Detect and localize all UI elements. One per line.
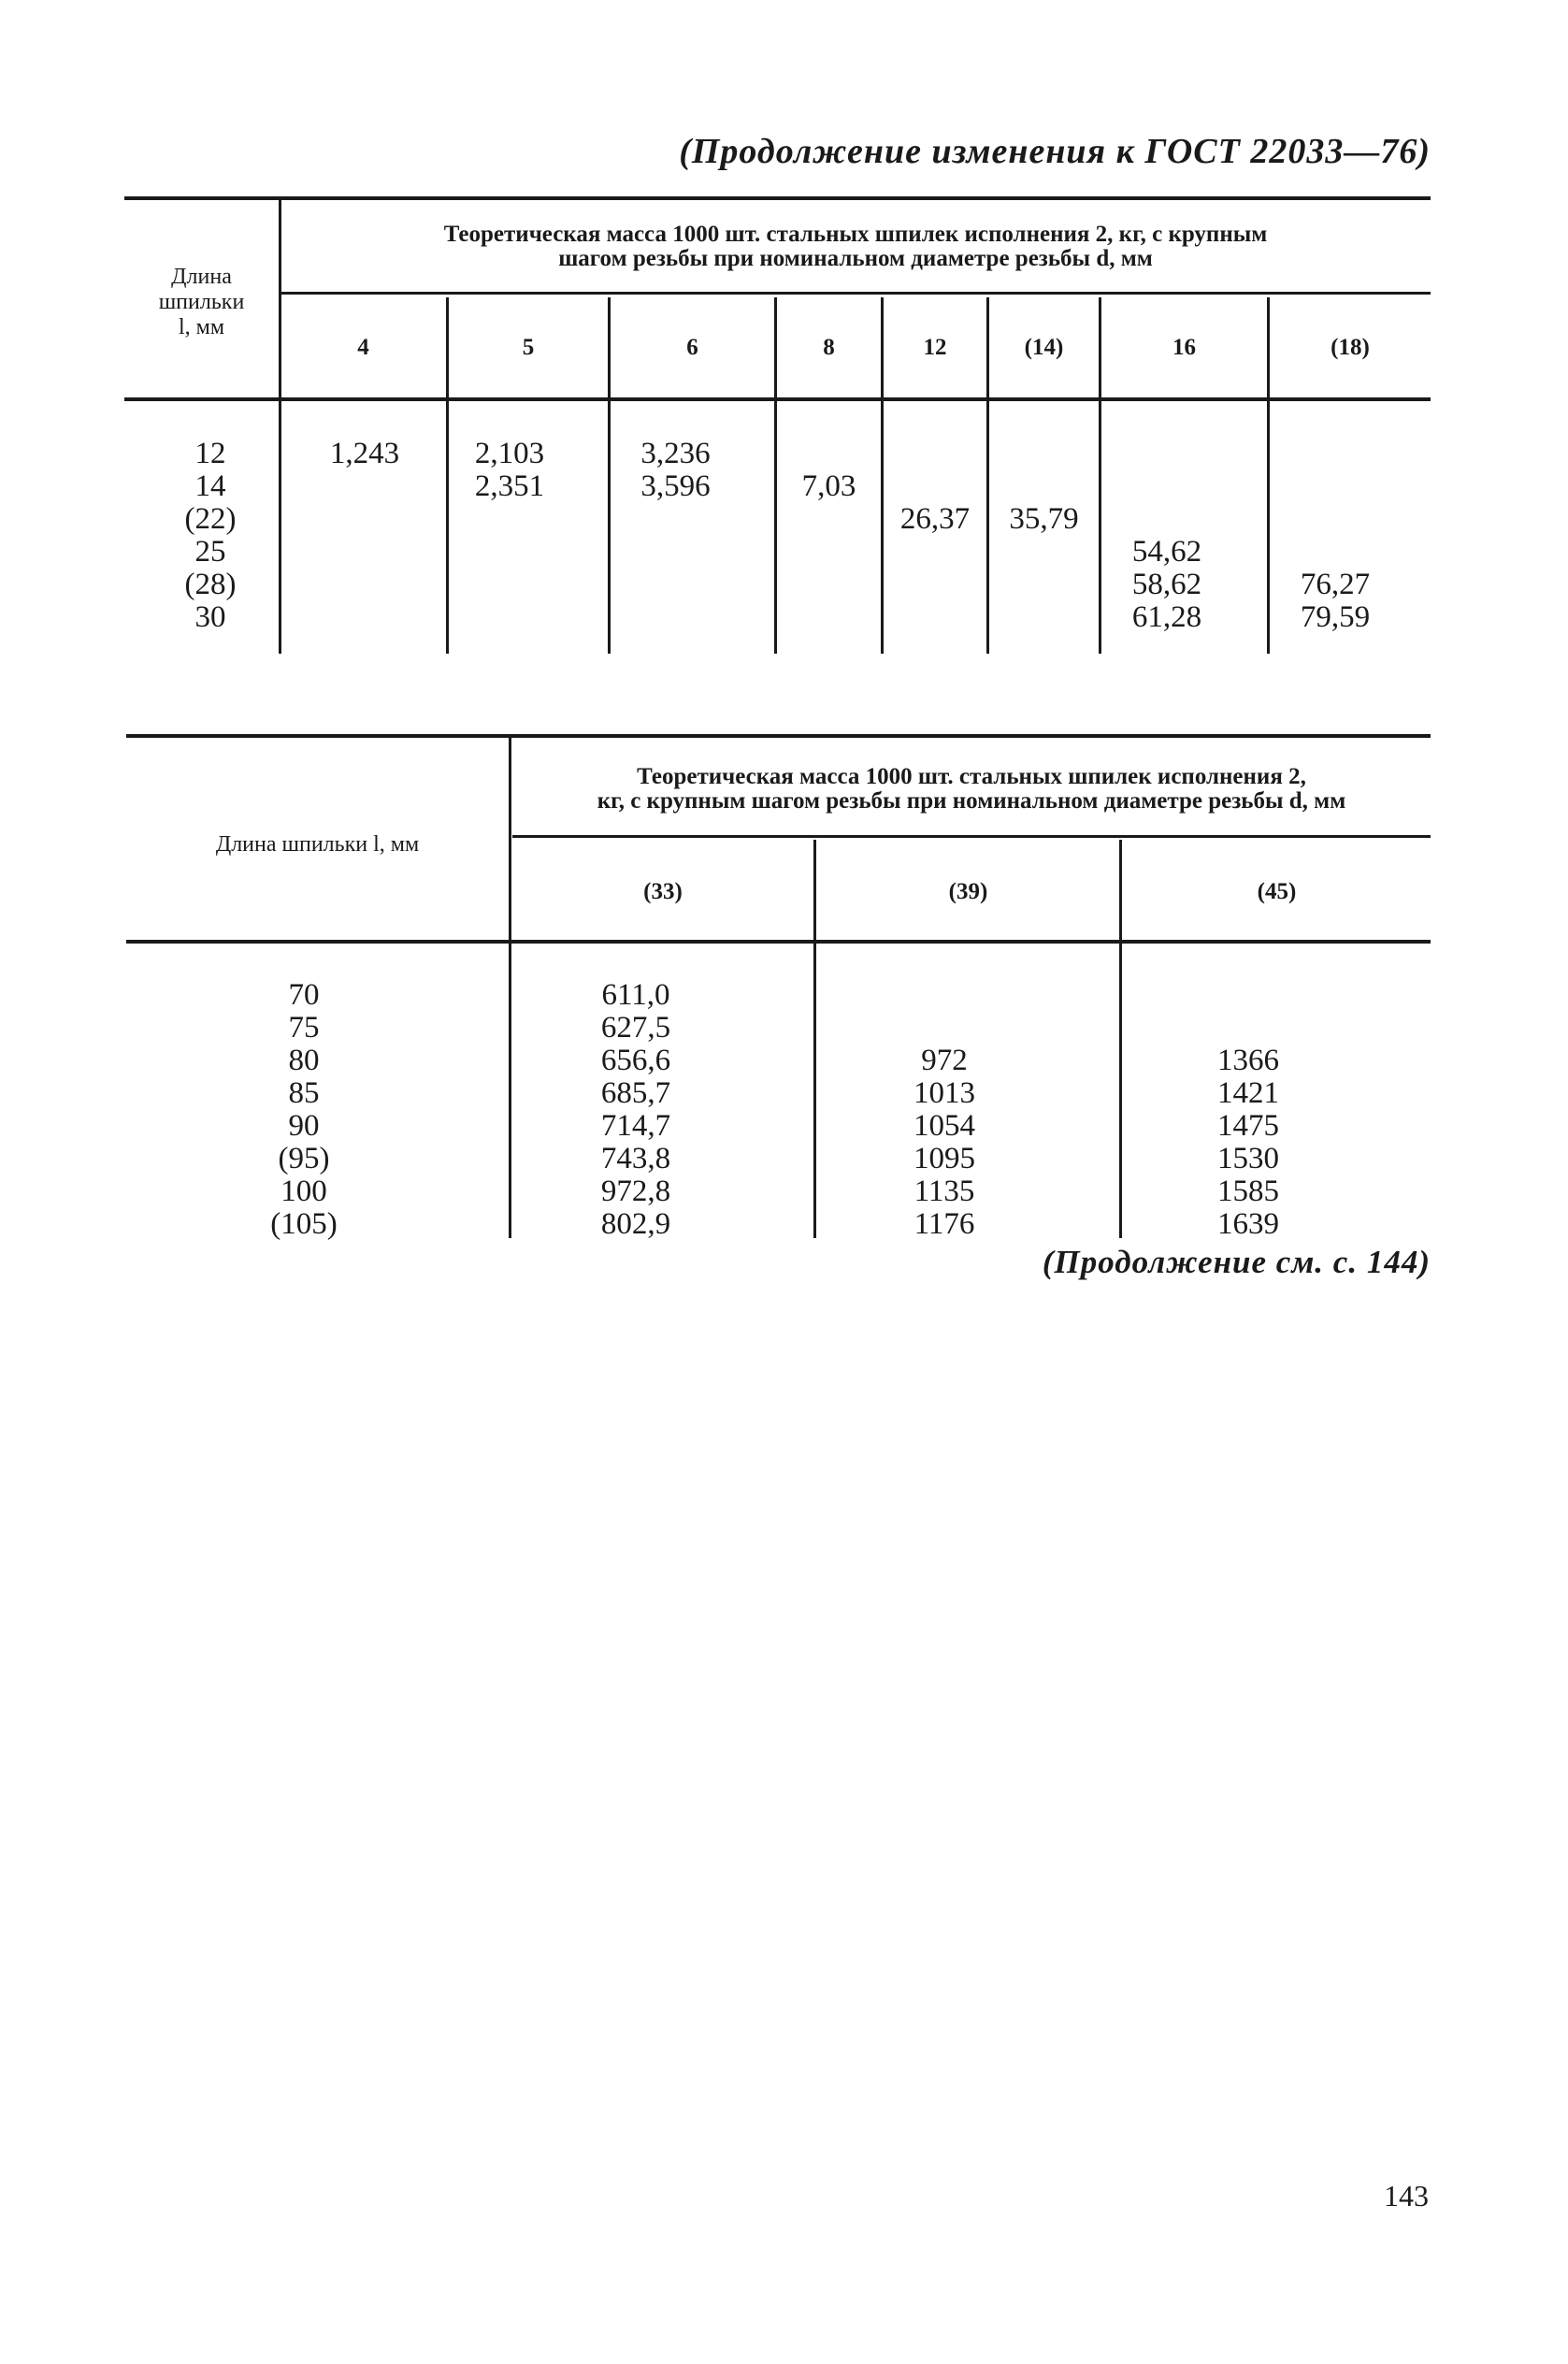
table2-cell: 627,5 (600, 1011, 671, 1045)
table2-length-value: 85 (288, 1076, 320, 1110)
table1-diameter-6: 6 (686, 335, 698, 360)
table1-diameter-8: 8 (823, 335, 835, 360)
table2-length-value: 80 (288, 1044, 320, 1077)
table1-cell: 61,28 (1131, 600, 1202, 634)
table2-vline (509, 738, 511, 1238)
table2-cell: 1095 (913, 1142, 975, 1175)
table2-cell: 972,8 (600, 1175, 671, 1208)
table1-length-value: 30 (194, 600, 226, 634)
table1-cell: 7,03 (801, 469, 856, 503)
table1-diameter-16: 16 (1172, 335, 1196, 360)
table2-length-value: (105) (270, 1207, 338, 1241)
table1-col-18 (1270, 569, 1401, 634)
table1-cell: 58,62 (1131, 568, 1202, 601)
table2-cell: 1135 (913, 1175, 975, 1208)
table2-cell: 1475 (1217, 1109, 1279, 1143)
table2-length-header: Длина шпильки l, мм (215, 832, 420, 857)
table2-vline (1119, 840, 1122, 1238)
table2-diameter-33: (33) (643, 879, 683, 904)
table1-cell: 2,103 (474, 437, 545, 470)
table1-col-8 (777, 470, 881, 503)
table2-lengths (248, 979, 360, 1241)
table2-cell: 685,7 (600, 1076, 671, 1110)
table1-length-value: 14 (194, 469, 226, 503)
table1-diameter-14: (14) (1024, 335, 1064, 360)
table2-length-value: (95) (278, 1142, 330, 1175)
table1-cell: 35,79 (1009, 502, 1079, 536)
table2-cell: 972 (921, 1044, 968, 1077)
table1-cell: 79,59 (1300, 600, 1371, 634)
table2-cell: 714,7 (600, 1109, 671, 1143)
table2-cell: 1013 (913, 1076, 975, 1110)
table2-length-value: 90 (288, 1109, 320, 1143)
table2-mass-header-line: кг, с крупным шагом резьбы при номинальном диаметре резьбы d, мм (597, 788, 1346, 814)
table1-header-bottom-rule (124, 397, 1431, 401)
table1-col-16 (1101, 536, 1232, 634)
table2-cell: 1176 (913, 1207, 975, 1241)
table2-cell: 611,0 (601, 978, 670, 1012)
table2-length-value: 100 (281, 1175, 327, 1208)
table1-cell: 3,236 (640, 437, 711, 470)
table2-length-value: 70 (288, 978, 320, 1012)
table2-col-39 (888, 1045, 1000, 1241)
table1-lengths (159, 438, 262, 634)
table1-diameter-12: 12 (923, 335, 947, 360)
table2-cell: 1421 (1217, 1076, 1279, 1110)
table1-length-value: (28) (184, 568, 237, 601)
table1-length-value: (22) (184, 502, 237, 536)
table1-length-header-line: шпильки (158, 290, 245, 314)
table2-mass-header (512, 765, 1431, 814)
table1-length-value: 25 (194, 535, 226, 569)
table1-col-5 (449, 438, 570, 503)
table2-cell: 802,9 (600, 1207, 671, 1241)
table1-length-header-line: l, мм (178, 315, 225, 339)
table1-mass-header-line: шагом резьбы при номинальном диаметре резьбы d, мм (558, 246, 1153, 271)
table1-col-6 (612, 438, 739, 503)
table1-cell: 54,62 (1131, 535, 1202, 569)
table2-cell: 743,8 (600, 1142, 671, 1175)
table1-col-14 (989, 503, 1099, 536)
table2-diameter-45: (45) (1257, 879, 1297, 904)
table1-diameter-4: 4 (357, 335, 369, 360)
table1-col-4 (285, 438, 444, 470)
table1-top-rule (124, 196, 1431, 200)
table1-mass-header (281, 223, 1431, 271)
table2-top-rule (126, 734, 1431, 738)
page-number: 143 (1384, 2179, 1429, 2213)
table2-cell: 1530 (1217, 1142, 1279, 1175)
table1-cell: 1,243 (329, 437, 400, 470)
table1-cell: 26,37 (899, 502, 971, 536)
table2-cell: 1585 (1217, 1175, 1279, 1208)
header-caption: (Продолжение изменения к ГОСТ 22033—76) (679, 132, 1431, 171)
table2-diameter-39: (39) (948, 879, 988, 904)
table2-col-33 (580, 979, 692, 1241)
table1-mass-header-line: Теоретическая масса 1000 шт. стальных шпилек исполнения 2, кг, с крупным (443, 222, 1268, 247)
table1-cell: 76,27 (1300, 568, 1371, 601)
table2-mass-header-line: Теоретическая масса 1000 шт. стальных шпилек исполнения 2, (637, 764, 1306, 789)
table2-col-45 (1192, 1045, 1304, 1241)
table1-col-12 (884, 503, 986, 536)
table2-cell: 1054 (913, 1109, 975, 1143)
table1-diameter-5: 5 (522, 335, 535, 360)
table1-diameter-18: (18) (1331, 335, 1370, 360)
table2-cell: 656,6 (600, 1044, 671, 1077)
table2-cell: 1366 (1217, 1044, 1279, 1077)
table2-length-value: 75 (288, 1011, 320, 1045)
table1-header-divider (281, 292, 1431, 295)
table1-cell: 3,596 (640, 469, 711, 503)
table1-cell: 2,351 (474, 469, 545, 503)
table2-header-bottom-rule (126, 940, 1431, 944)
table1-length-header (124, 265, 279, 340)
table2-cell: 1639 (1217, 1207, 1279, 1241)
table1-length-header-line: Длина (171, 265, 232, 289)
footer-caption: (Продолжение см. с. 144) (1042, 1244, 1431, 1280)
table1-length-value: 12 (194, 437, 226, 470)
table2-header-divider (512, 835, 1431, 838)
table2-vline (813, 840, 816, 1238)
